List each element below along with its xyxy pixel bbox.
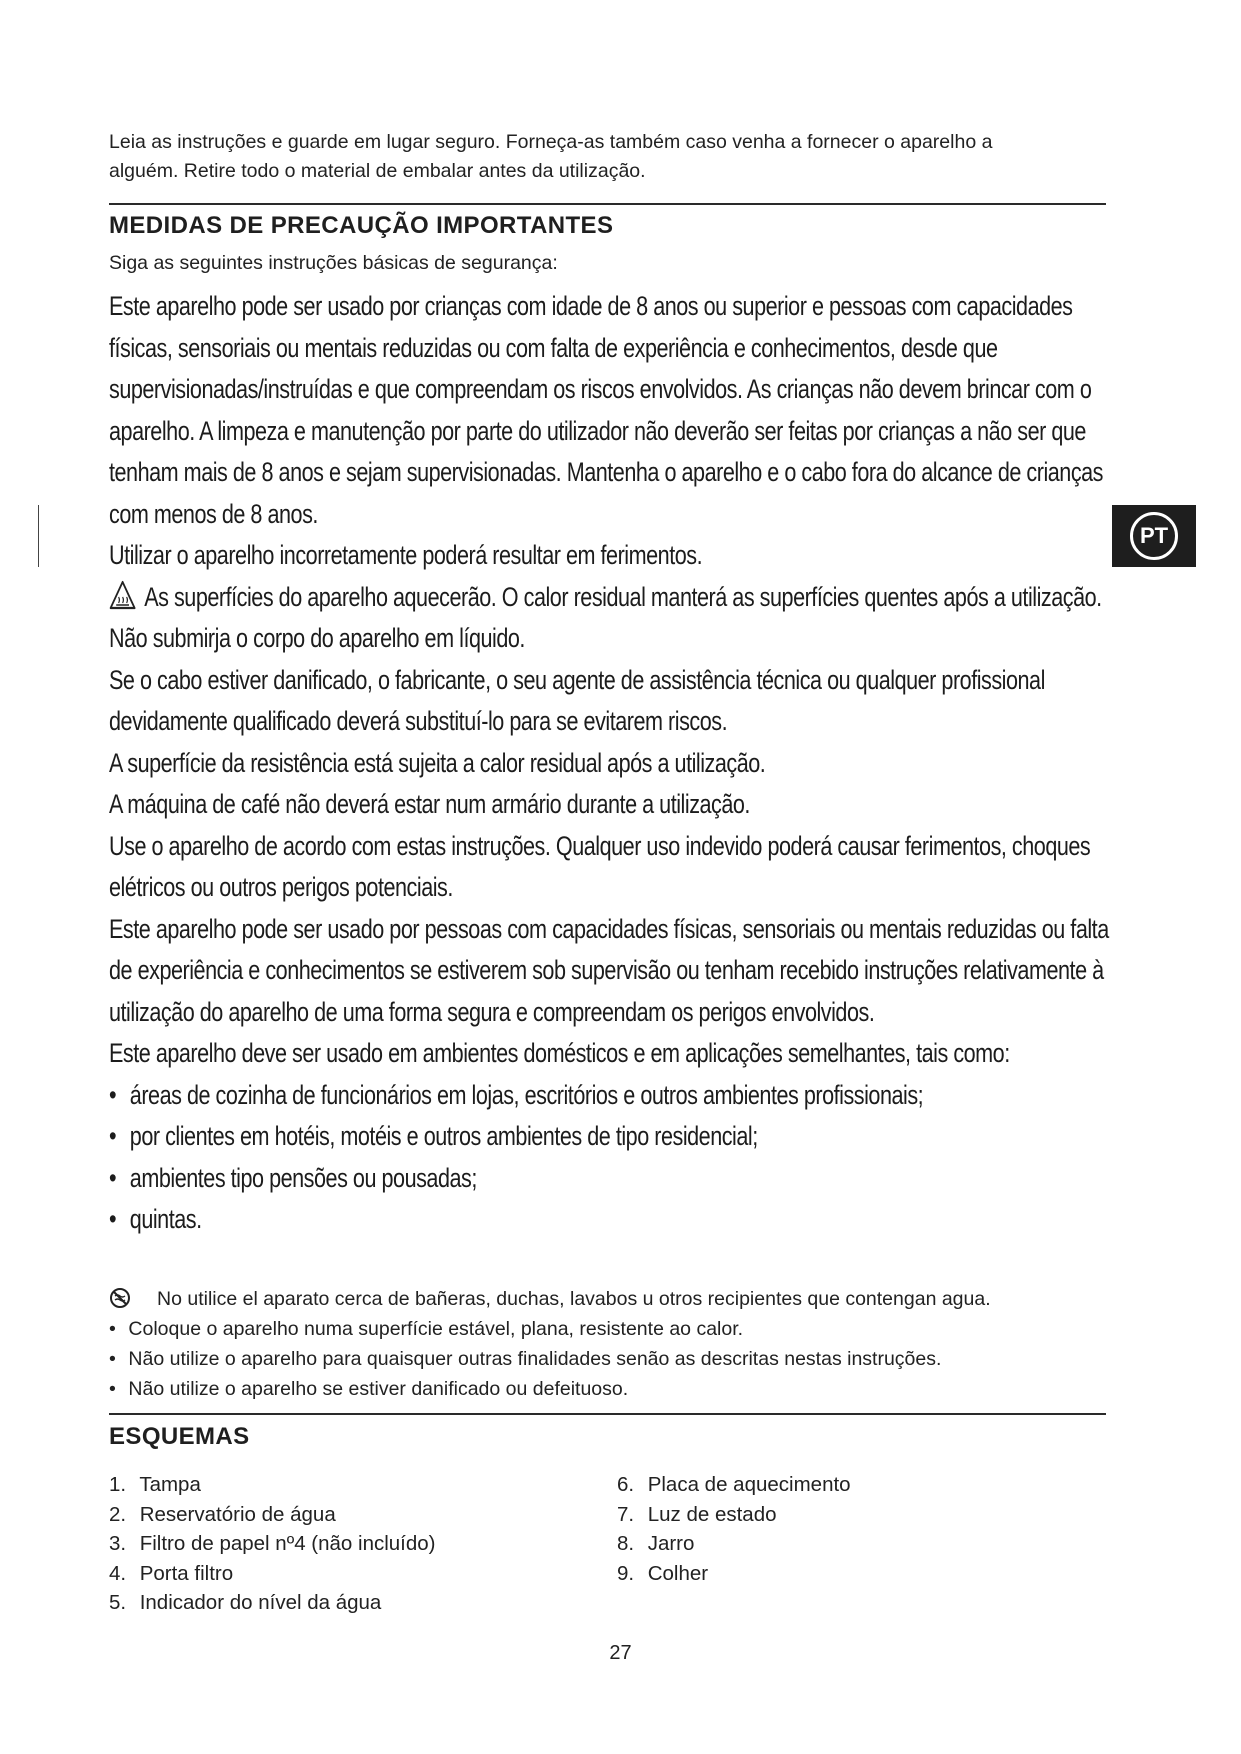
precaution-paragraph: Não submirja o corpo do aparelho em líquido. bbox=[109, 623, 525, 653]
no-water-prohibition-icon bbox=[109, 1287, 131, 1309]
bullet-icon: • bbox=[109, 1348, 116, 1370]
schema-item: 5. Indicador do nível da água bbox=[109, 1591, 382, 1614]
precaution-paragraph: Este aparelho pode ser usado por crianças com idade de 8 anos ou superior e pessoas com capacidades físicas, sensoriais ou mentais reduzidas ou com falta de experiência e conhecimentos, desde que supervisionadas/instruídas e que compreendam os riscos envolvidos. As crianças não devem brincar com o aparelho. A limpeza e manutenção por parte do utilizador não deverão ser feitas por crianças a não ser que tenham mais de 8 anos e sejam supervisionadas. Mantenha o aparelho e o cabo fora do alcance de crianças com menos de 8 anos. bbox=[109, 291, 1104, 529]
schemas-left-column bbox=[109, 1470, 436, 1618]
use-list-item: • ambientes tipo pensões ou pousadas; bbox=[109, 1158, 1129, 1200]
precautions-subtitle: Siga as seguintes instruções básicas de segurança: bbox=[109, 252, 558, 274]
page-number: 27 bbox=[609, 1642, 632, 1664]
intro-text bbox=[109, 128, 1099, 186]
section-divider-top bbox=[109, 203, 1106, 205]
schema-item: 4. Porta filtro bbox=[109, 1561, 234, 1585]
schema-item: 1. Tampa bbox=[109, 1473, 201, 1496]
bullet-icon: • bbox=[109, 1204, 117, 1234]
intro-line-1: Leia as instruções e guarde em lugar seguro. Forneça-as também caso venha a fornecer o aparelho a bbox=[109, 131, 993, 153]
bullet-icon: • bbox=[109, 1378, 116, 1400]
precaution-paragraph: Use o aparelho de acordo com estas instruções. Qualquer uso indevido poderá causar ferimentos, choques elétricos ou outros perigos potenciais. bbox=[109, 830, 1091, 902]
small-warnings bbox=[109, 1284, 1109, 1404]
schema-item: 7. Luz de estado bbox=[617, 1502, 777, 1526]
use-list-item: • quintas. bbox=[109, 1199, 1129, 1241]
precaution-paragraph: A máquina de café não deverá estar num armário durante a utilização. bbox=[109, 789, 750, 819]
bullet-icon: • bbox=[109, 1121, 117, 1151]
precautions-title: MEDIDAS DE PRECAUÇÃO IMPORTANTES bbox=[109, 212, 614, 239]
bullet-icon: • bbox=[109, 1162, 117, 1193]
precaution-paragraph: Este aparelho pode ser usado por pessoas com capacidades físicas, sensoriais ou mentais reduzidas ou falta de experiência e conhecimentos se estiverem sob supervisão ou tenham recebido instruções relativamente à utilização do aparelho de uma forma segura e compreendam os perigos envolvidos. bbox=[109, 913, 1109, 1027]
bullet-icon: • bbox=[109, 1079, 117, 1110]
water-warning-text: No utilice el aparato cerca de bañeras, duchas, lavabos u otros recipientes que contengan agua. bbox=[157, 1288, 991, 1310]
language-tab bbox=[1112, 505, 1196, 567]
water-warning bbox=[109, 1284, 1109, 1314]
schemas-title: ESQUEMAS bbox=[109, 1423, 250, 1450]
precaution-paragraph-hot bbox=[109, 577, 1129, 619]
schemas-right-column bbox=[617, 1470, 851, 1588]
precaution-paragraph: A superfície da resistência está sujeita a calor residual após a utilização. bbox=[109, 747, 766, 778]
precautions-body bbox=[109, 286, 1129, 1241]
small-list-item: • Não utilize o aparelho para quaisquer outras finalidades senão as descritas nestas instruções. bbox=[109, 1344, 1109, 1374]
bullet-icon: • bbox=[109, 1318, 116, 1340]
small-list-item: • Coloque o aparelho numa superfície estável, plana, resistente ao calor. bbox=[109, 1314, 1109, 1344]
schema-item: 8. Jarro bbox=[617, 1532, 695, 1555]
use-list-item: • por clientes em hotéis, motéis e outros ambientes de tipo residencial; bbox=[109, 1116, 1129, 1158]
small-list-item: • Não utilize o aparelho se estiver danificado ou defeituoso. bbox=[109, 1374, 1109, 1404]
hot-surface-warning-icon bbox=[109, 580, 136, 610]
schema-item: 9. Colher bbox=[617, 1561, 709, 1585]
precaution-paragraph: Este aparelho deve ser usado em ambientes domésticos e em aplicações semelhantes, tais como: bbox=[109, 1038, 1010, 1068]
intro-line-2: alguém. Retire todo o material de embalar antes da utilização. bbox=[109, 160, 646, 182]
language-badge: PT bbox=[1130, 512, 1178, 560]
section-divider-schemas bbox=[109, 1413, 1106, 1415]
schema-item: 2. Reservatório de água bbox=[109, 1502, 336, 1526]
schema-item: 3. Filtro de papel nº4 (não incluído) bbox=[109, 1532, 436, 1555]
precaution-paragraph: Se o cabo estiver danificado, o fabricante, o seu agente de assistência técnica ou qualquer profissional devidamente qualificado deverá substituí-lo para se evitarem riscos. bbox=[109, 664, 1045, 736]
use-list-item: • áreas de cozinha de funcionários em lojas, escritórios e outros ambientes profissionais; bbox=[109, 1075, 1129, 1117]
precaution-paragraph: Utilizar o aparelho incorretamente poderá resultar em ferimentos. bbox=[109, 540, 703, 570]
schema-item: 6. Placa de aquecimento bbox=[617, 1473, 851, 1496]
hot-surface-text: As superfícies do aparelho aquecerão. O calor residual manterá as superfícies quentes após a utilização. bbox=[144, 581, 1102, 612]
margin-marker bbox=[38, 505, 39, 567]
